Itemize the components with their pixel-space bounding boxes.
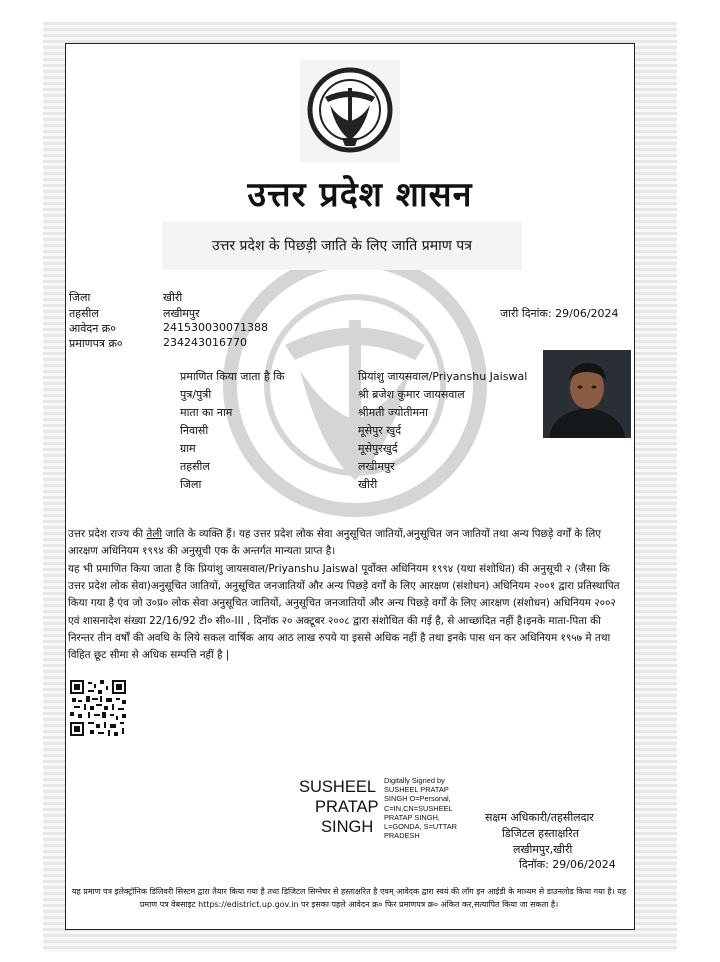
applicant-photo [543,350,631,438]
detail-value-village: मूसेपुरखुर्द [358,442,398,455]
footer-note: यह प्रमाण पत्र इलेक्ट्रॉनिक डिलिवरी सिस्टम द्वारा तैयार किया गया है तथा डिजिटल सिग्नेचर से हस्ताक्षरित है एवम् आवेदक द्वारा स्वयं की लॉग इन आईडी के माध्यम से डाउनलोड किया गया है। यह प्रमाण पत्र वेबसाइट https://edistrict.up.gov.in पर इसका पहले आवेदन क्र० फिर प्रमाणपत्र क्र० अंकित कर,सत्यापित किया जा सकता है। [71,887,627,909]
qr-code [70,680,126,736]
detail-label: ग्राम [180,442,196,455]
detail-value-tehsil: लखीमपुर [358,460,395,473]
tehsil-label: तहसील [69,307,99,320]
detail-value-district: खीरी [358,478,378,491]
issue-date: जारी दिनांक: 29/06/2024 [500,307,619,320]
detail-value-name: प्रियांशु जायसवाल/Priyanshu Jaiswal [358,370,528,383]
authority-designation: सक्षम अधिकारी/तहसीलदार [485,811,594,824]
authority-location: लखीमपुर,खीरी [513,843,573,856]
detail-value-residence: मूसेपुर खुर्द [358,424,402,437]
detail-label: प्रमाणित किया जाता है कि [180,370,285,383]
emblem-icon [300,60,400,162]
tehsil-value: लखीमपुर [163,307,200,320]
certificate-number-label: प्रमाणपत्र क्र० [69,337,123,350]
emblem-watermark [190,250,520,520]
district-label: जिला [69,291,91,304]
detail-label: पुत्र/पुत्री [180,388,212,401]
authority-date: दिनॉक: 29/06/2024 [519,858,616,871]
signer-name-line1: SUSHEEL [299,778,377,796]
certification-paragraph: यह भी प्रमाणित किया जाता है कि प्रियांशु जायसवाल/Priyanshu Jaiswal पूर्वोक्त अधिनियम १९९४ (यथा संशोधित) की अनुसूची २ (जैसा कि उत्तर प्रदेश लोक सेवा)अनुसूचित जातियों, अनुसूचित जनजातियों और अन्य पिछड़े वर्गों के लिए आरक्षण (संशोधन) अधिनियम २००१ द्वारा प्रतिस्थापित किया गया है एंव जो उ०प्र० लोक सेवा अनुसूचित जातियों, अनुसूचित जनजातियों और अन्य पिछड़े वर्गों के लिए आरक्षण (संशोधन) अधिनियम २००२ एवं शासनादेश संख्या 22/16/92 टी० सी०-III , दिनॉक २० अक्टूबर २००८ द्वारा संशोधित की गई है, से आच्छादित नहीं है।इनके माता-पिता की निरन्तर तीन वर्षों की अवधि के लिये सकल वार्षिक आय आठ लाख रुपये या इससे अधिक नहीं है तथा इनके पास धन कर अधिनियम १९५७ मे तथा विहित छूट सीमा से अधिक सम्पत्ति नहीं है | [68,563,620,662]
detail-value-mother: श्रीमती ज्योतीमना [358,406,429,419]
emblem-panel [300,60,400,162]
certificate-number-value: 234243016770 [163,336,247,349]
signer-name-line2: PRATAP [315,798,379,816]
detail-label: माता का नाम [180,406,233,419]
application-number-label: आवेदन क्र० [69,322,116,335]
caste-statement: उत्तर प्रदेश राज्य की तेली जाति के व्यक्ति हैं। यह उत्तर प्रदेश लोक सेवा अनुसूचित जातियों,अनुसूचित जन जातियों तथा अन्य पिछड़े वर्गों के लिए आरक्षण अधिनियम १९९४ की अनुसूची एक के अन्तर्गत मान्यता प्राप्त है। [68,528,602,558]
certificate-subtitle: उत्तर प्रदेश के पिछड़ी जाति के लिए जाति प्रमाण पत्र [212,238,472,254]
digital-signature-details: Digitally Signed by SUSHEEL PRATAP SINGH O=Personal, C=IN,CN=SUSHEEL PRATAP SINGH, L=GONDA, S=UTTAR PRADESH [384,776,457,841]
application-number-value: 241530030071388 [163,321,268,334]
signer-name-line3: SINGH [321,818,374,836]
detail-value-father: श्री ब्रजेश कुमार जायसवाल [358,388,465,401]
detail-label: जिला [180,478,202,491]
authority-digital-sign: डिजिटल हस्ताक्षरित [502,827,579,840]
detail-label: तहसील [180,460,210,473]
detail-label: निवासी [180,424,209,437]
caste-name: तेली [146,528,163,540]
district-value: खीरी [163,291,183,304]
page-title: उत्तर प्रदेश शासन [247,175,473,215]
